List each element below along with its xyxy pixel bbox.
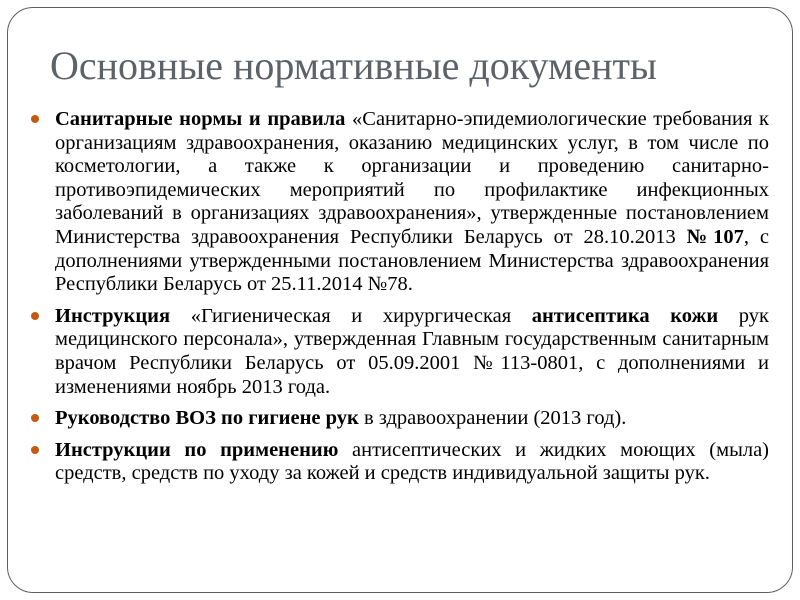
item-bold-text: Инструкция	[55, 304, 171, 327]
list-item	[55, 305, 769, 399]
item-bold-text: Руководство ВОЗ по гигиене рук	[55, 407, 359, 430]
item-text: рук медицинского персонала», утвержденная Главным государственным санитарным врачом Республики Беларусь от 05.09.2001 №113-0801, с дополнениями и изменениями ноябрь 2013 года.	[55, 304, 769, 398]
bullet-list	[55, 108, 769, 494]
bullet-icon	[31, 446, 39, 454]
item-text: антисептических и жидких моющих (мыла) средств, средств по уходу за кожей и средств индивидуальной защиты рук.	[55, 438, 769, 485]
item-bold-text: антисептика кожи	[531, 304, 719, 327]
item-text: «Санитарно-эпидемиологические требования к организациям здравоохранения, оказанию медицинских услуг, в том числе по косметологии, а также к организации и проведению санитарно-противоэпидемических мероприятий по профилактике инфекционных заболеваний в организациях здравоохранения», утвержденные постановлением Министерства здравоохранения Республики Беларусь от 28.10.2013	[55, 108, 769, 248]
list-item	[55, 407, 769, 431]
item-text: «Гигиеническая и хирургическая	[170, 304, 532, 327]
bullet-icon	[31, 312, 39, 320]
item-text: в здравоохранении (2013 год).	[358, 407, 627, 430]
item-bold-text: Санитарные нормы и правила	[55, 108, 346, 130]
bullet-icon	[31, 115, 39, 123]
slide-title: Основные нормативные документы	[50, 43, 657, 88]
list-item	[55, 108, 769, 297]
list-item	[55, 439, 769, 486]
item-text: , с дополнениями утвержденными постановлением Министерства здравоохранения Республики Беларусь от 25.11.2014 №78.	[55, 225, 769, 296]
item-bold-text: Инструкции по применению	[55, 438, 339, 461]
item-bold-text: №107	[686, 225, 744, 248]
